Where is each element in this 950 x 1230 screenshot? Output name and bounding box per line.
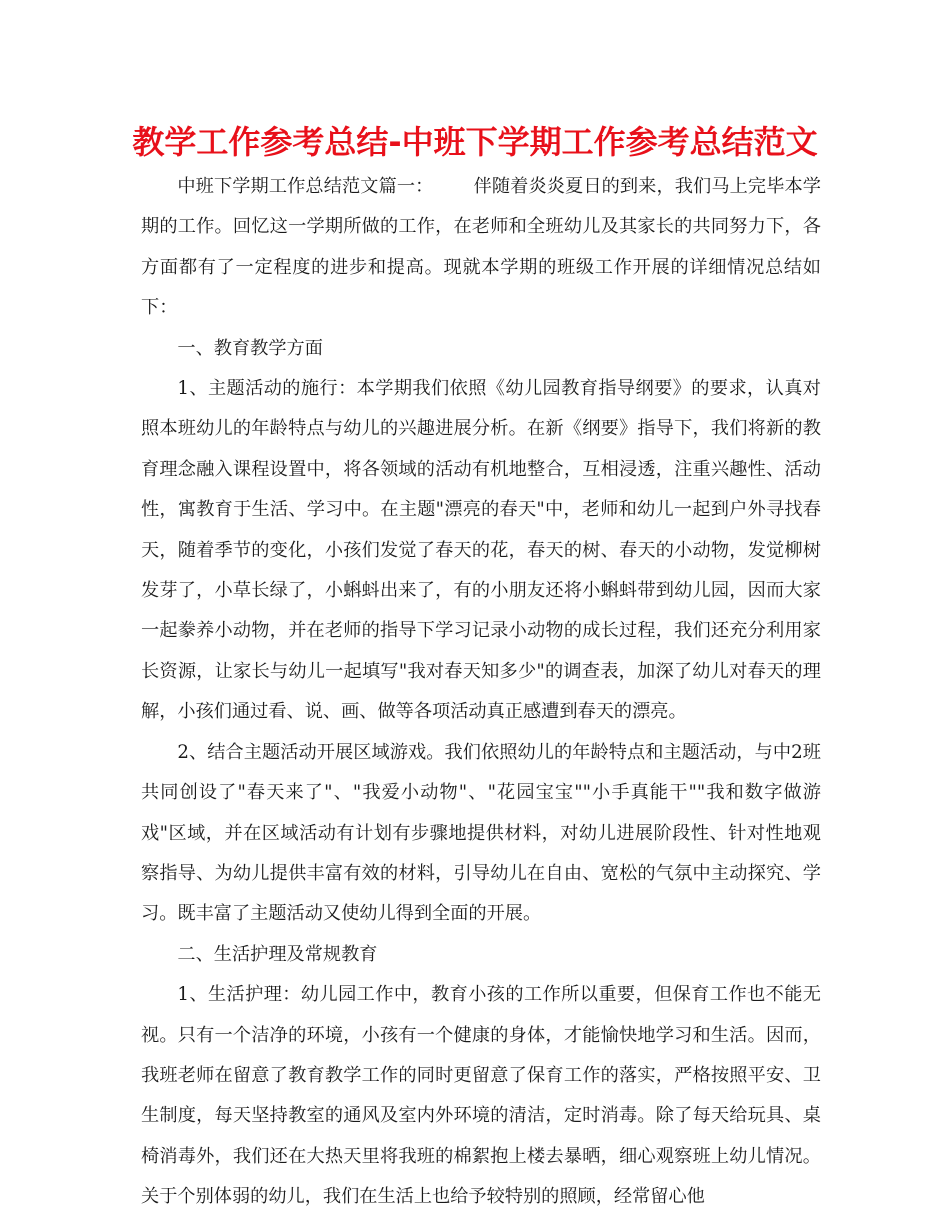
document-body <box>141 167 821 1218</box>
document-title: 教学工作参考总结-中班下学期工作参考总结范文 <box>132 123 818 161</box>
section-heading-teaching: 一、教育教学方面 <box>177 337 323 359</box>
section-heading-life-care: 二、生活护理及常规教育 <box>177 943 378 965</box>
paragraph-theme-activities: 1、主题活动的施行：本学期我们依照《幼儿园教育指导纲要》的要求，认真对照本班幼儿的年龄特点与幼儿的兴趣进展分析。在新《纲要》指导下，我们将新的教育理念融入课程设置中，将各领域的活动有机地整合，互相浸透，注重兴趣性、活动性，寓教育于生活、学习中。在主题"漂亮的春天"中，老师和幼儿一起到户外寻找春天，随着季节的变化，小孩们发觉了春天的花，春天的树、春天的小动物，发觉柳树发芽了，小草长绿了，小蝌蚪出来了，有的小朋友还将小蝌蚪带到幼儿园，因而大家一起豢养小动物，并在老师的指导下学习记录小动物的成长过程，我们还充分利用家长资源，让家长与幼儿一起填写"我对春天知多少"的调查表，加深了幼儿对春天的理解，小孩们通过看、说、画、做等各项活动真正感遭到春天的漂亮。 <box>141 378 821 723</box>
intro-rest: 伴随着炎炎夏日的到来，我们马上完毕本学期的工作。回忆这一学期所做的工作，在老师和全班幼儿及其家长的共同努力下，各方面都有了一定程度的进步和提高。现就本学期的班级工作开展的详细情况总结如下： <box>141 176 821 319</box>
intro-lead: 中班下学期工作总结范文篇一： <box>177 176 434 197</box>
paragraph-life-care: 1、生活护理：幼儿园工作中，教育小孩的工作所以重要，但保育工作也不能无视。只有一个洁净的环境，小孩有一个健康的身体，才能愉快地学习和生活。因而，我班老师在留意了教育教学工作的同时更留意了保育工作的落实，严格按照平安、卫生制度，每天坚持教室的通风及室内外环境的清洁，定时消毒。除了每天给玩具、桌椅消毒外，我们还在大热天里将我班的棉絮抱上楼去暴晒，细心观察班上幼儿情况。关于个别体弱的幼儿，我们在生活上也给予较特别的照顾，经常留心他 <box>141 984 821 1208</box>
intro-paragraph <box>141 167 821 329</box>
paragraph-area-games: 2、结合主题活动开展区域游戏。我们依照幼儿的年龄特点和主题活动，与中2班共同创设了"春天来了"、"我爱小动物"、"花园宝宝""小手真能干""我和数字做游戏"区域，并在区域活动有计划有步骤地提供材料，对幼儿进展阶段性、针对性地观察指导、为幼儿提供丰富有效的材料，引导幼儿在自由、宽松的气氛中主动探究、学习。既丰富了主题活动又使幼儿得到全面的开展。 <box>141 741 821 925</box>
